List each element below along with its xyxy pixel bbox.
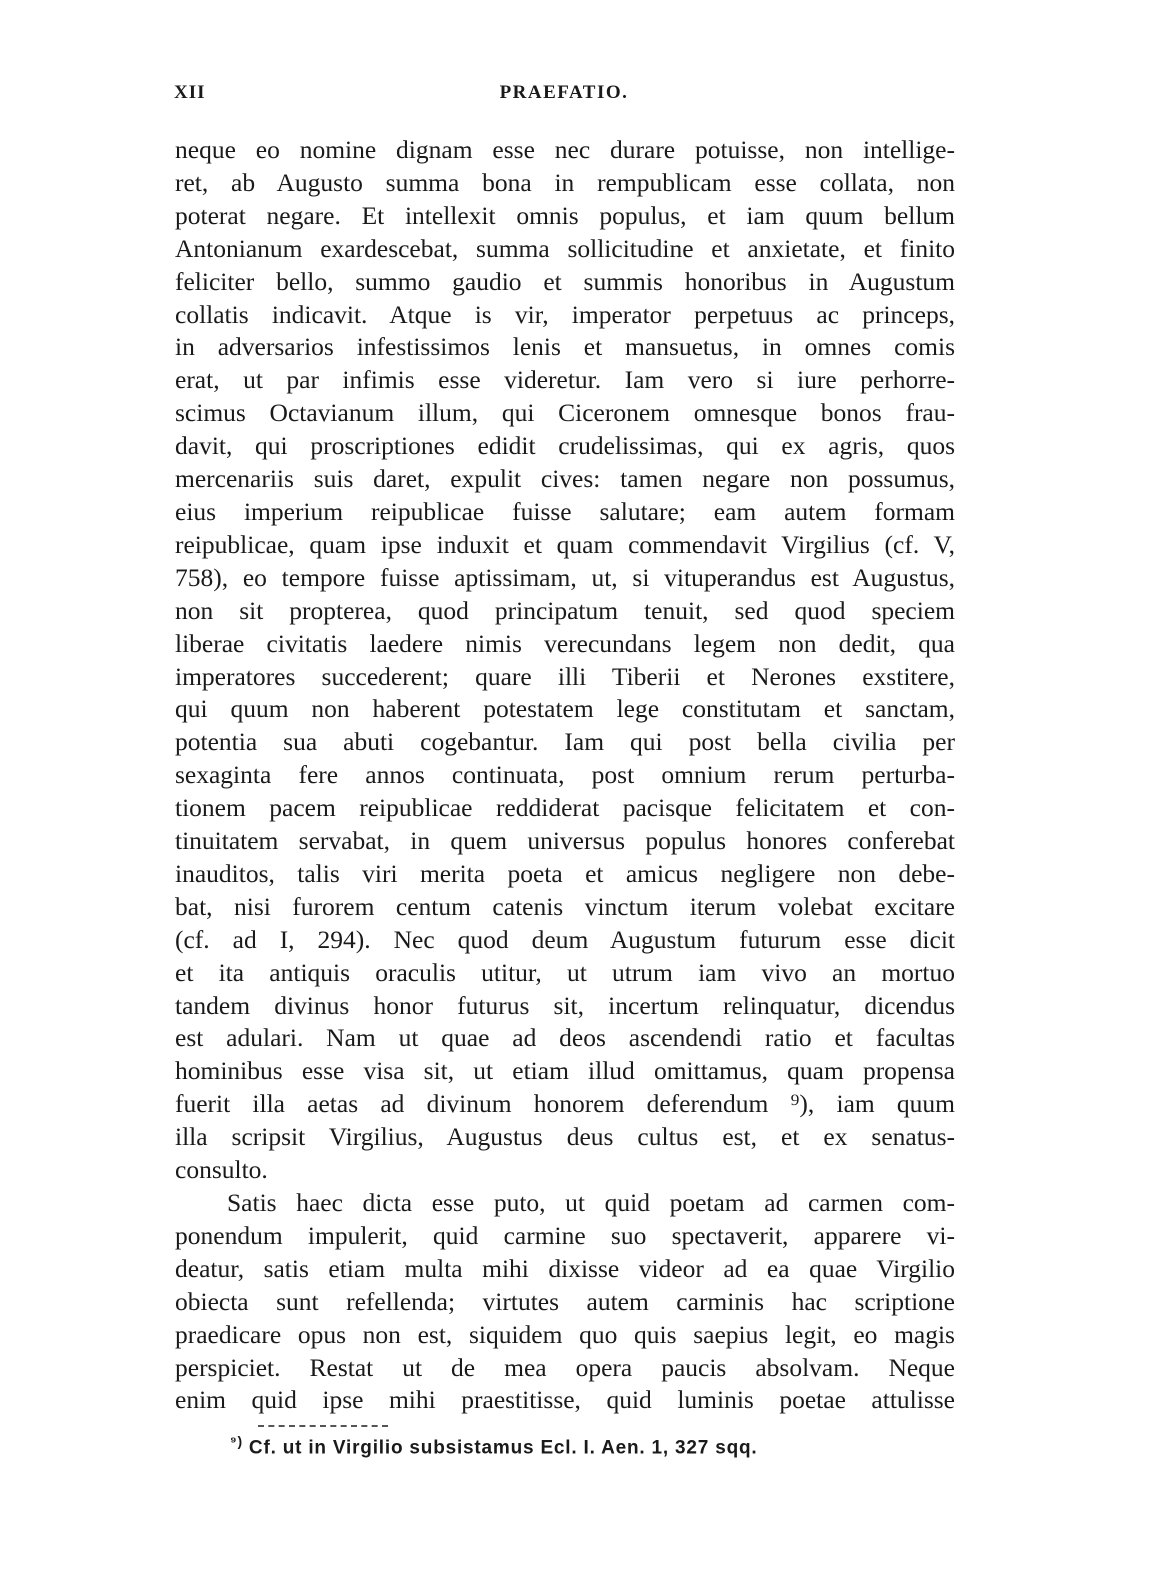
text-line: enim quid ipse mihi praestitisse, quid luminis poetae attulisse bbox=[175, 1385, 955, 1415]
text-line: eius imperium reipublicae fuisse salutare; eam autem formam bbox=[175, 496, 955, 526]
text-line: consulto. bbox=[175, 1155, 268, 1185]
text-line: praedicare opus non est, siquidem quo quis saepius legit, eo magis bbox=[175, 1319, 955, 1349]
footnote-marker: ⁹) bbox=[230, 1433, 243, 1449]
text-line: potentia sua abuti cogebantur. Iam qui post bella civilia per bbox=[175, 727, 955, 757]
text-line: erat, ut par infimis esse videretur. Iam vero si iure perhorre- bbox=[175, 365, 955, 395]
body-text bbox=[175, 134, 955, 1417]
text-line: obiecta sunt refellenda; virtutes autem carminis hac scriptione bbox=[175, 1286, 955, 1316]
text-line: tionem pacem reipublicae reddiderat pacisque felicitatem et con- bbox=[175, 793, 955, 823]
text-line: qui quum non haberent potestatem lege constitutam et sanctam, bbox=[175, 694, 955, 724]
text-line: inauditos, talis viri merita poeta et amicus negligere non debe- bbox=[175, 858, 955, 888]
footnote bbox=[230, 1433, 870, 1459]
text-line: neque eo nomine dignam esse nec durare potuisse, non intellige- bbox=[175, 135, 955, 164]
text-line: ponendum impulerit, quid carmine suo spectaverit, apparere vi- bbox=[175, 1220, 955, 1250]
text-line: scimus Octavianum illum, qui Ciceronem omnesque bonos frau- bbox=[175, 398, 955, 428]
text-line: et ita antiquis oraculis utitur, ut utrum iam vivo an mortuo bbox=[175, 957, 955, 987]
text-line: ret, ab Augusto summa bona in rempublicam esse collata, non bbox=[175, 167, 955, 197]
text-line: non sit propterea, quod principatum tenuit, sed quod speciem bbox=[175, 595, 955, 625]
text-line: Satis haec dicta esse puto, ut quid poetam ad carmen com- bbox=[227, 1188, 955, 1217]
text-line: bat, nisi furorem centum catenis vinctum iterum volebat excitare bbox=[175, 891, 955, 921]
text-line: sexaginta fere annos continuata, post omnium rerum perturba- bbox=[175, 760, 955, 790]
text-line: mercenariis suis daret, expulit cives: tamen negare non possumus, bbox=[175, 464, 955, 494]
text-line: in adversarios infestissimos lenis et mansuetus, in omnes comis bbox=[175, 332, 955, 362]
footnote-text: Cf. ut in Virgilio subsistamus Ecl. I. Aen. 1, 327 sqq. bbox=[248, 1437, 758, 1459]
page-title: PRAEFATIO. bbox=[499, 82, 629, 103]
page-number: XII bbox=[174, 82, 206, 103]
text-line: fuerit illa aetas ad divinum honorem deferendum ⁹), iam quum bbox=[175, 1089, 955, 1119]
text-line: reipublicae, quam ipse induxit et quam commendavit Virgilius (cf. V, bbox=[175, 529, 955, 559]
text-line: tandem divinus honor futurus sit, incertum relinquatur, dicendus bbox=[175, 990, 955, 1020]
text-line: illa scripsit Virgilius, Augustus deus cultus est, et ex senatus- bbox=[175, 1122, 955, 1152]
footnote-divider bbox=[258, 1425, 388, 1427]
running-head bbox=[174, 82, 954, 112]
text-line: hominibus esse visa sit, ut etiam illud omittamus, quam propensa bbox=[175, 1056, 955, 1086]
text-line: Antonianum exardescebat, summa sollicitudine et anxietate, et finito bbox=[175, 233, 955, 263]
text-line: deatur, satis etiam multa mihi dixisse videor ad ea quae Virgilio bbox=[175, 1253, 955, 1283]
text-line: poterat negare. Et intellexit omnis populus, et iam quum bellum bbox=[175, 200, 955, 230]
text-line: collatis indicavit. Atque is vir, imperator perpetuus ac princeps, bbox=[175, 299, 955, 329]
text-line: (cf. ad I, 294). Nec quod deum Augustum futurum esse dicit bbox=[175, 924, 955, 954]
text-line: perspiciet. Restat ut de mea opera paucis absolvam. Neque bbox=[175, 1352, 955, 1382]
text-line: liberae civitatis laedere nimis verecundans legem non dedit, qua bbox=[175, 628, 955, 658]
text-line: davit, qui proscriptiones edidit crudelissimas, qui ex agris, quos bbox=[175, 431, 955, 461]
text-line: 758), eo tempore fuisse aptissimam, ut, si vituperandus est Augustus, bbox=[175, 562, 955, 592]
text-line: feliciter bello, summo gaudio et summis honoribus in Augustum bbox=[175, 266, 955, 296]
text-line: est adulari. Nam ut quae ad deos ascendendi ratio et facultas bbox=[175, 1023, 955, 1053]
text-line: imperatores succederent; quare illi Tiberii et Nerones exstitere, bbox=[175, 661, 955, 691]
text-line: tinuitatem servabat, in quem universus populus honores conferebat bbox=[175, 826, 955, 856]
